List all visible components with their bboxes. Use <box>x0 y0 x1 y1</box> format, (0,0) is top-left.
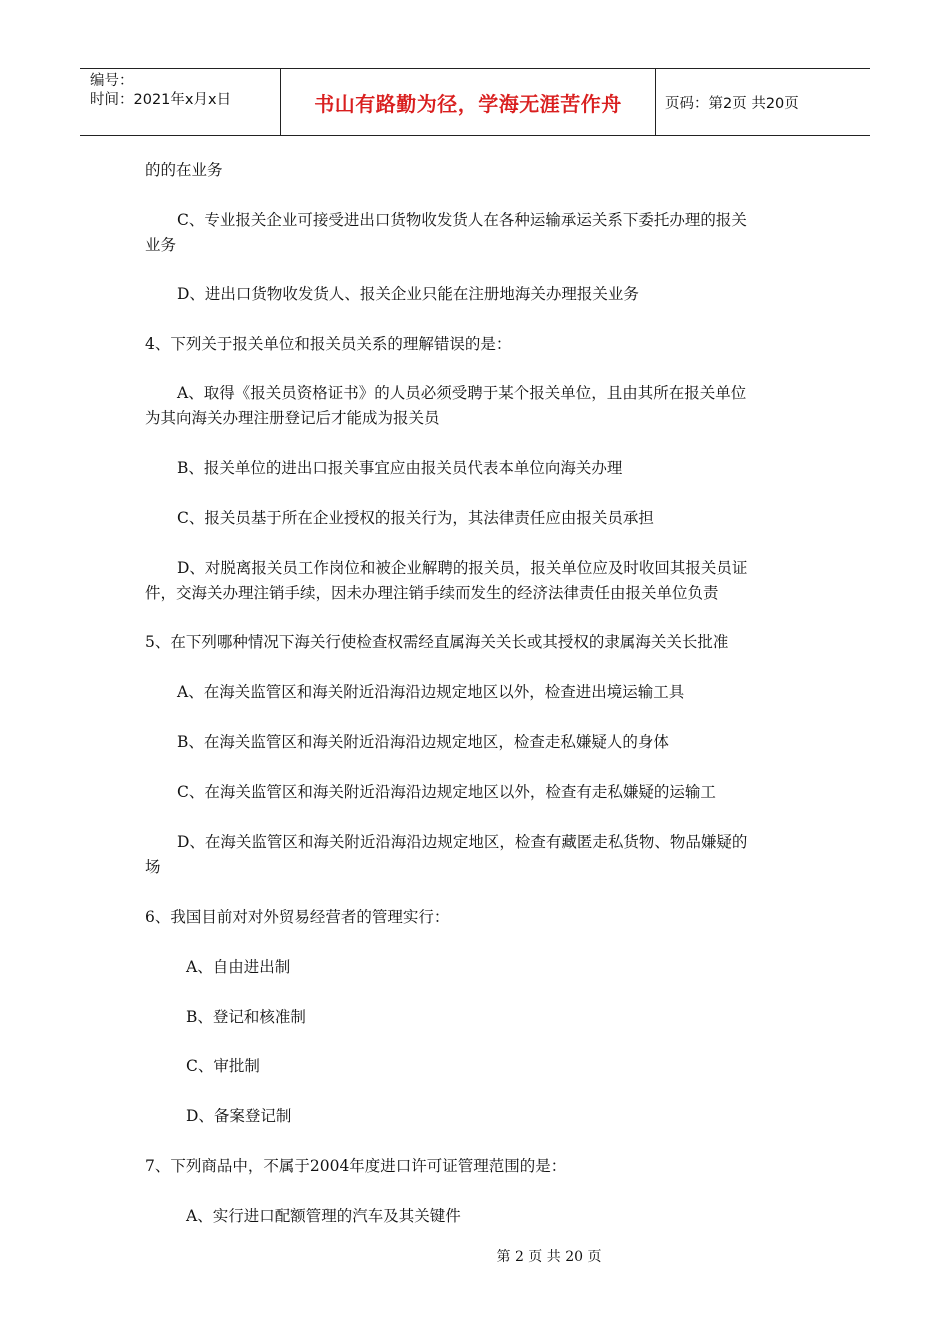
option-c: C、审批制 <box>186 1057 260 1075</box>
option-a: A、在海关监管区和海关附近沿海沿边规定地区以外，检查进出境运输工具 <box>177 683 685 701</box>
option-b: B、登记和核准制 <box>186 1008 306 1026</box>
option-c: C、在海关监管区和海关附近沿海沿边规定地区以外，检查有走私嫌疑的运输工 <box>177 783 716 801</box>
option-d: D、在海关监管区和海关附近沿海沿边规定地区，检查有藏匿走私货物、物品嫌疑的 <box>177 833 748 851</box>
text-line: 件，交海关办理注销手续，因未办理注销手续而发生的经济法律责任由报关单位负责 <box>145 584 719 602</box>
option-c: C、专业报关企业可接受进出口货物收发货人在各种运输承运关系下委托办理的报关 <box>177 211 747 229</box>
page-footer: 第 2 页 共 20 页 <box>496 1249 602 1265</box>
option-d: D、备案登记制 <box>186 1107 292 1125</box>
text-line: 业务 <box>145 236 177 254</box>
option-a: A、取得《报关员资格证书》的人员必须受聘于某个报关单位，且由其所在报关单位 <box>177 384 747 402</box>
header-meta <box>80 69 281 135</box>
question-4: 4、下列关于报关单位和报关员关系的理解错误的是： <box>145 335 512 353</box>
text-line: 场 <box>145 858 161 876</box>
document-time: 时间：2021年x月x日 <box>90 92 232 108</box>
question-6: 6、我国目前对对外贸易经营者的管理实行： <box>145 908 450 926</box>
option-d: D、对脱离报关员工作岗位和被企业解聘的报关员，报关单位应及时收回其报关员证 <box>177 559 748 577</box>
header-page-info: 页码：第2页 共20页 <box>665 95 799 112</box>
option-b: B、报关单位的进出口报关事宜应由报关员代表本单位向海关办理 <box>177 459 623 477</box>
text-line: 的的在业务 <box>145 161 223 179</box>
header-motto: 书山有路勤为径，学海无涯苦作舟 <box>281 69 656 135</box>
option-d: D、进出口货物收发货人、报关企业只能在注册地海关办理报关业务 <box>177 285 639 303</box>
option-c: C、报关员基于所在企业授权的报关行为，其法律责任应由报关员承担 <box>177 509 654 527</box>
option-a: A、自由进出制 <box>186 958 291 976</box>
page-header <box>80 68 870 136</box>
option-b: B、在海关监管区和海关附近沿海沿边规定地区，检查走私嫌疑人的身体 <box>177 733 669 751</box>
question-7: 7、下列商品中，不属于2004年度进口许可证管理范围的是： <box>145 1157 567 1175</box>
text-line: 为其向海关办理注册登记后才能成为报关员 <box>145 409 440 427</box>
document-number-label: 编号： <box>90 73 134 89</box>
option-a: A、实行进口配额管理的汽车及其关键件 <box>186 1207 461 1225</box>
question-5: 5、在下列哪种情况下海关行使检查权需经直属海关关长或其授权的隶属海关关长批准 <box>145 633 729 651</box>
